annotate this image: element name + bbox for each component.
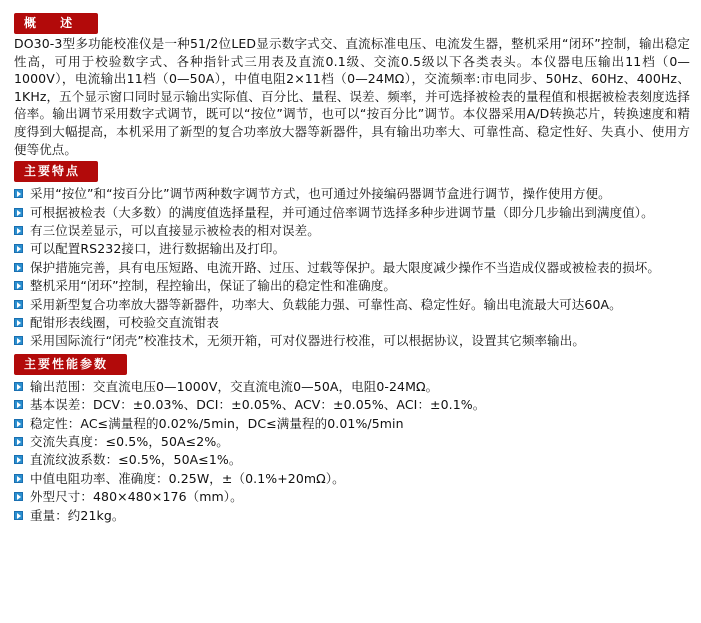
- list-item: 整机采用“闭环”控制，程控输出，保证了输出的稳定性和准确度。: [14, 277, 690, 294]
- list-item: 交流失真度：≤0.5%，50A≤2%。: [14, 433, 690, 450]
- bullet-arrow-icon: [14, 318, 23, 327]
- list-item: 中值电阻功率、准确度：0.25W，±（0.1%+20mΩ）。: [14, 470, 690, 487]
- bullet-arrow-icon: [14, 437, 23, 446]
- features-list: [14, 185, 690, 350]
- list-item: 配钳形表线圈，可校验交直流钳表: [14, 314, 690, 331]
- bullet-arrow-icon: [14, 189, 23, 198]
- list-item: 可根据被检表（大多数）的满度值选择量程，并可通过倍率调节选择多种步进调节量（即分几步输出到满度值）。: [14, 204, 690, 221]
- product-description: [14, 12, 690, 527]
- list-item: 基本误差：DCV：±0.03%、DCI：±0.05%、ACV：±0.05%、ACI：±0.1%。: [14, 396, 690, 413]
- bullet-arrow-icon: [14, 419, 23, 428]
- bullet-arrow-icon: [14, 382, 23, 391]
- section-header-features: 主要特点: [14, 161, 98, 182]
- bullet-arrow-icon: [14, 336, 23, 345]
- list-item: 可以配置RS232接口，进行数据输出及打印。: [14, 240, 690, 257]
- bullet-arrow-icon: [14, 281, 23, 290]
- list-item: 保护措施完善，具有电压短路、电流开路、过压、过载等保护。最大限度减少操作不当造成仪器或被检表的损坏。: [14, 259, 690, 276]
- bullet-arrow-icon: [14, 511, 23, 520]
- bullet-arrow-icon: [14, 492, 23, 501]
- bullet-arrow-icon: [14, 474, 23, 483]
- bullet-arrow-icon: [14, 263, 23, 272]
- section-header-overview: 概 述: [14, 13, 98, 34]
- list-item: 稳定性：AC≤满量程的0.02%/5min，DC≤满量程的0.01%/5min: [14, 415, 690, 432]
- bullet-arrow-icon: [14, 400, 23, 409]
- list-item: 采用新型复合功率放大器等新器件，功率大、负载能力强、可靠性高、稳定性好。输出电流最大可达60A。: [14, 296, 690, 313]
- params-list: [14, 378, 690, 524]
- bullet-arrow-icon: [14, 300, 23, 309]
- list-item: 重量：约21kg。: [14, 507, 690, 524]
- bullet-arrow-icon: [14, 226, 23, 235]
- list-item: 采用国际流行“闭壳”校准技术，无须开箱，可对仪器进行校准，可以根据协议，设置其它频率输出。: [14, 332, 690, 349]
- list-item: 直流纹波系数：≤0.5%，50A≤1%。: [14, 451, 690, 468]
- list-item: 采用“按位”和“按百分比”调节两种数字调节方式，也可通过外接编码器调节盒进行调节，操作使用方便。: [14, 185, 690, 202]
- list-item: 有三位误差显示，可以直接显示被检表的相对误差。: [14, 222, 690, 239]
- list-item: 外型尺寸：480×480×176（mm）。: [14, 488, 690, 505]
- bullet-arrow-icon: [14, 455, 23, 464]
- overview-paragraph: DO30-3型多功能校准仪是一种51/2位LED显示数字式交、直流标准电压、电流发生器，整机采用“闭环”控制，输出稳定性高，可用于校验数字式、各种指针式三用表及直流0.1级、交流0.5级以下各类表头。本仪器电压输出11档（0—1000V），电流输出11档（0—50A），中值电阻2×11档（0—24MΩ），交流频率:市电同步、50Hz、60Hz、400Hz、1KHz，五个显示窗口同时显示输出实际值、百分比、量程、误差、频率，并可选择被检表的量程值和根据被检表刻度选择倍率。输出调节采用数字式调节，既可以“按位”调节，也可以“按百分比”调节。本仪器采用A/D转换芯片，转换速度和精度得到大幅提高，本机采用了新型的复合功率放大器等新器件，具有输出功率大、可靠性高、稳定性好、失真小、使用方便等优点。: [14, 36, 690, 157]
- bullet-arrow-icon: [14, 208, 23, 217]
- bullet-arrow-icon: [14, 244, 23, 253]
- list-item: 输出范围：交直流电压0—1000V，交直流电流0—50A，电阻0-24MΩ。: [14, 378, 690, 395]
- section-header-params: 主要性能参数: [14, 354, 127, 375]
